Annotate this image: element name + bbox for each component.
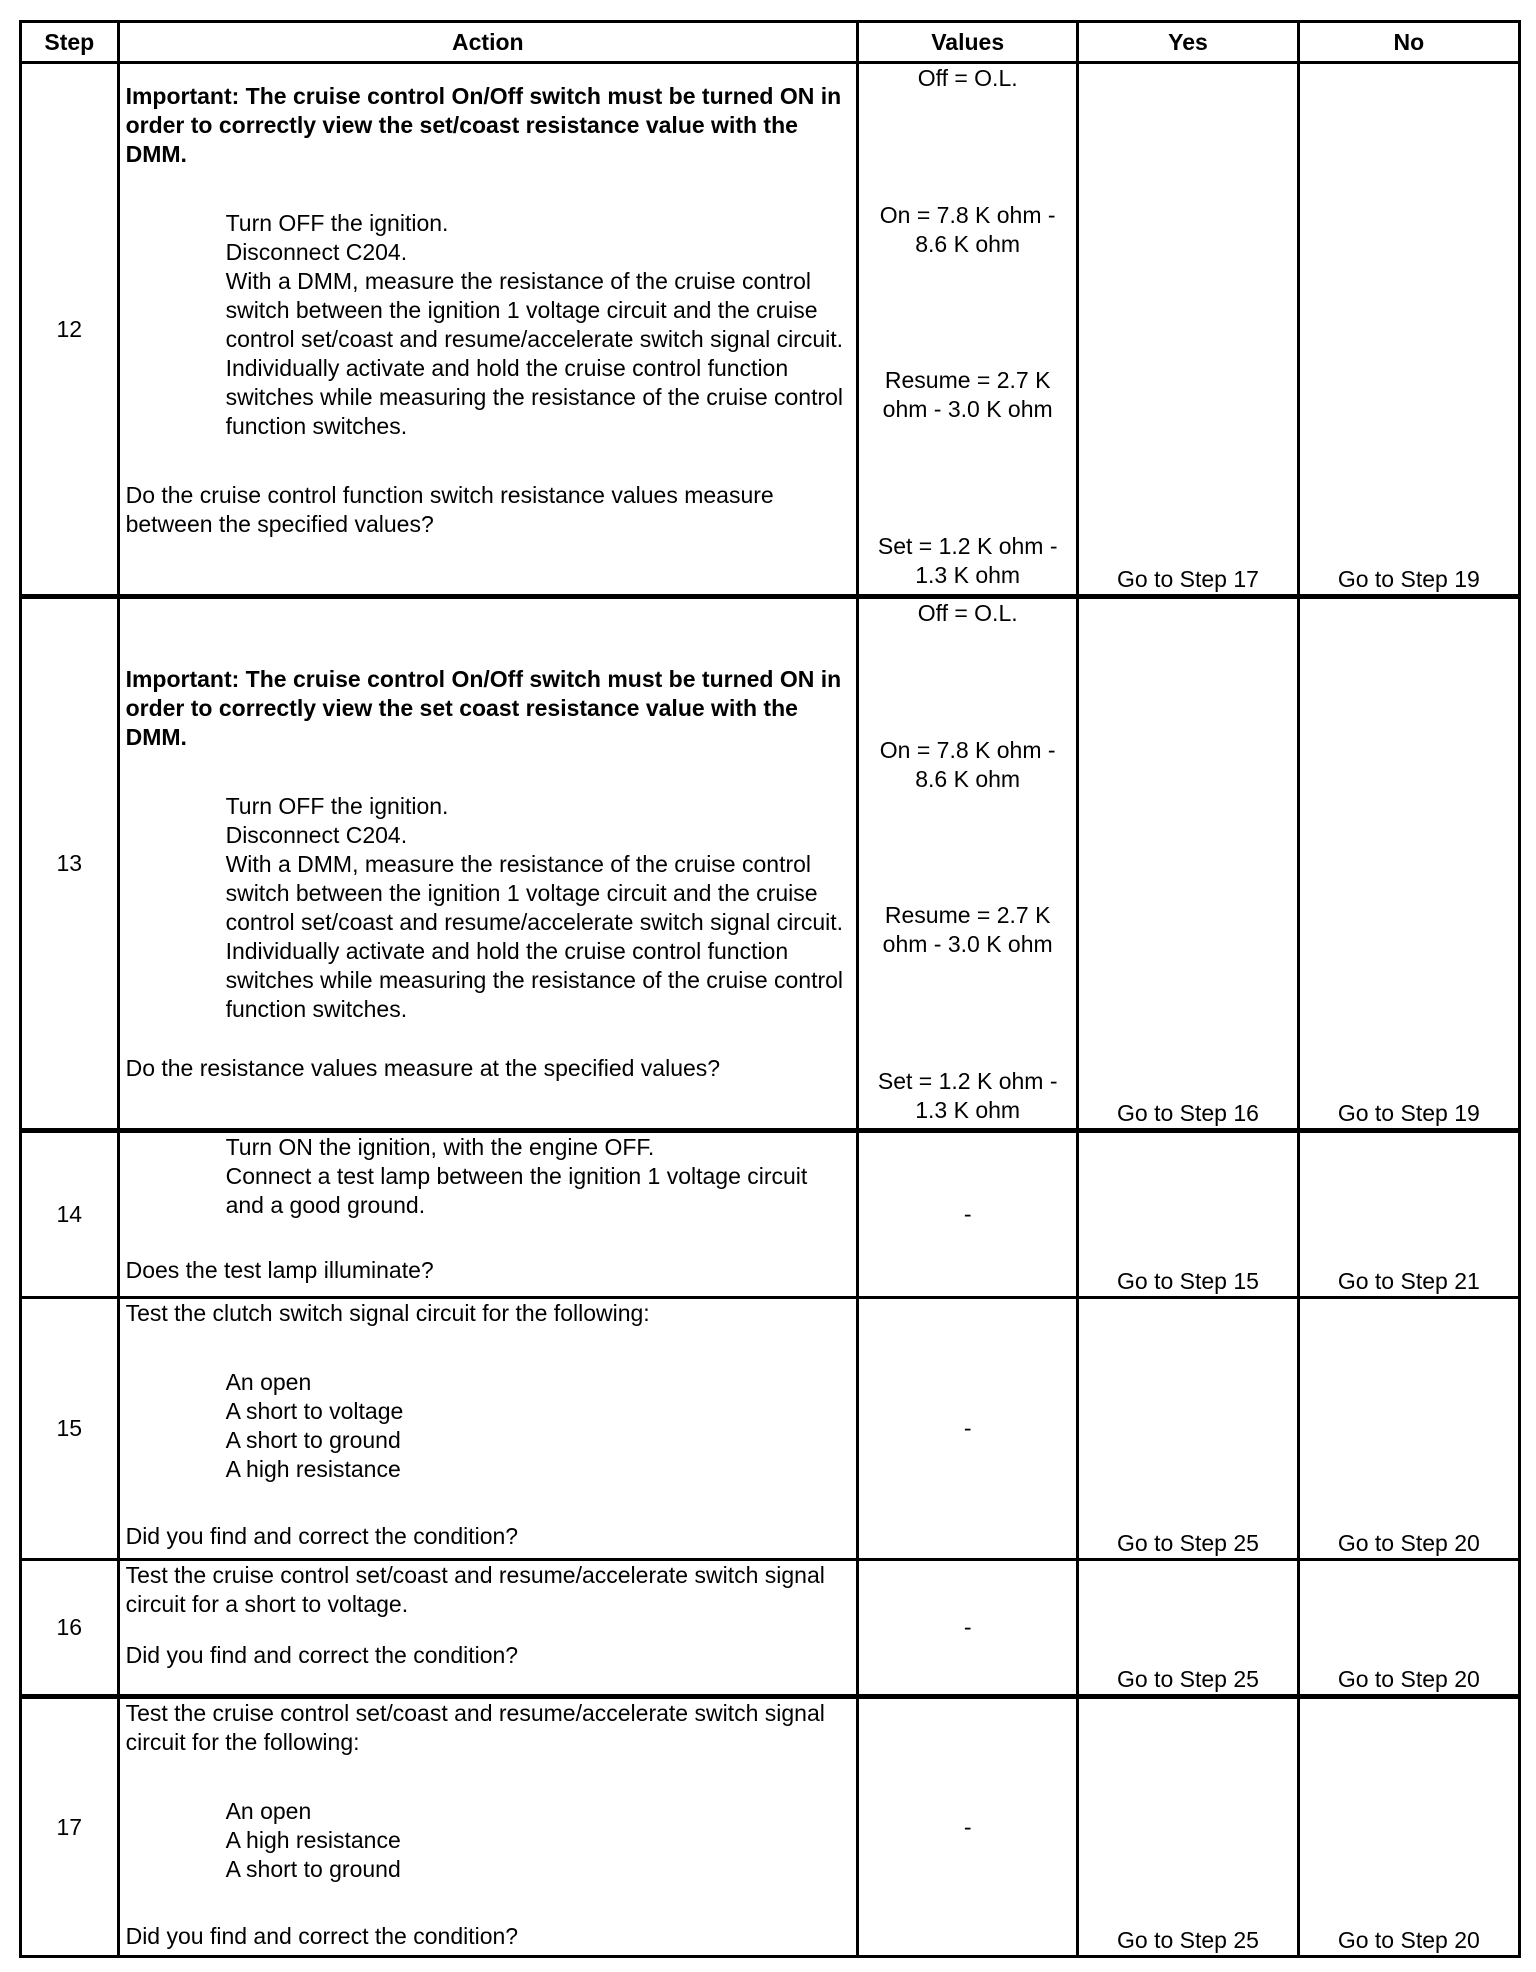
table-row bbox=[21, 63, 1520, 597]
table-row bbox=[21, 1131, 1520, 1298]
action-cell bbox=[118, 597, 857, 1131]
question: Does the test lamp illuminate? bbox=[125, 1257, 434, 1283]
value-resume: Resume = 2.7 K ohm - 3.0 K ohm bbox=[882, 902, 1053, 958]
action-line: Turn OFF the ignition. bbox=[225, 210, 449, 236]
values-cell: - bbox=[858, 1131, 1078, 1298]
table-row bbox=[21, 1560, 1520, 1697]
value-off: Off = O.L. bbox=[917, 600, 1018, 626]
yes-cell: Go to Step 17 bbox=[1078, 63, 1298, 597]
value-on: On = 7.8 K ohm - 8.6 K ohm bbox=[879, 736, 1056, 792]
question: Did you find and correct the condition? bbox=[125, 1642, 519, 1668]
values-cell bbox=[858, 597, 1078, 1131]
action-line: A high resistance bbox=[225, 1827, 401, 1853]
values-cell: - bbox=[858, 1298, 1078, 1560]
step-number: 14 bbox=[21, 1131, 119, 1298]
table-row bbox=[21, 1697, 1520, 1957]
question: Do the cruise control function switch resistance values measure between the specified values? bbox=[125, 482, 774, 537]
action-line: Connect a test lamp between the ignition 1 voltage circuit and a good ground. bbox=[225, 1163, 808, 1218]
table-row bbox=[21, 1298, 1520, 1560]
action-line: An open bbox=[225, 1369, 312, 1395]
step-number: 13 bbox=[21, 597, 119, 1131]
action-cell bbox=[118, 1560, 857, 1697]
header-values: Values bbox=[858, 22, 1078, 63]
values-cell bbox=[858, 63, 1078, 597]
action-line: A short to voltage bbox=[225, 1398, 404, 1424]
yes-cell: Go to Step 16 bbox=[1078, 597, 1298, 1131]
step-number: 16 bbox=[21, 1560, 119, 1697]
no-cell: Go to Step 19 bbox=[1298, 597, 1519, 1131]
action-line: An open bbox=[225, 1798, 312, 1824]
value-on: On = 7.8 K ohm - 8.6 K ohm bbox=[879, 201, 1056, 257]
action-line: Individually activate and hold the cruise control function switches while measuring the resistance of the cruise control function switches. bbox=[225, 355, 844, 439]
action-line: With a DMM, measure the resistance of the cruise control switch between the ignition 1 voltage circuit and the cruise control set/coast and resume/accelerate switch signal circuit. bbox=[225, 268, 844, 352]
header-yes: Yes bbox=[1078, 22, 1298, 63]
header-action: Action bbox=[118, 22, 857, 63]
table-row bbox=[21, 597, 1520, 1131]
no-cell: Go to Step 21 bbox=[1298, 1131, 1519, 1298]
action-intro: Test the cruise control set/coast and resume/accelerate switch signal circuit for a short to voltage. bbox=[125, 1562, 825, 1617]
action-line: Disconnect C204. bbox=[225, 822, 408, 848]
values-cell: - bbox=[858, 1697, 1078, 1957]
action-line: Individually activate and hold the cruise control function switches while measuring the resistance of the cruise control function switches. bbox=[225, 938, 844, 1022]
value-set: Set = 1.2 K ohm - 1.3 K ohm bbox=[877, 532, 1058, 588]
action-line: A short to ground bbox=[225, 1856, 401, 1882]
header-no: No bbox=[1298, 22, 1519, 63]
value-off: Off = O.L. bbox=[917, 65, 1018, 91]
yes-cell: Go to Step 25 bbox=[1078, 1560, 1298, 1697]
action-line: Turn OFF the ignition. bbox=[225, 793, 449, 819]
no-cell: Go to Step 19 bbox=[1298, 63, 1519, 597]
yes-cell: Go to Step 15 bbox=[1078, 1131, 1298, 1298]
yes-cell: Go to Step 25 bbox=[1078, 1298, 1298, 1560]
no-cell: Go to Step 20 bbox=[1298, 1560, 1519, 1697]
action-line: With a DMM, measure the resistance of the cruise control switch between the ignition 1 voltage circuit and the cruise control set/coast and resume/accelerate switch signal circuit. bbox=[225, 851, 844, 935]
header-row bbox=[21, 22, 1520, 63]
no-cell: Go to Step 20 bbox=[1298, 1298, 1519, 1560]
action-cell bbox=[118, 1131, 857, 1298]
action-cell bbox=[118, 1697, 857, 1957]
step-number: 12 bbox=[21, 63, 119, 597]
no-cell: Go to Step 20 bbox=[1298, 1697, 1519, 1957]
step-number: 17 bbox=[21, 1697, 119, 1957]
action-line: Turn ON the ignition, with the engine OFF. bbox=[225, 1134, 655, 1160]
action-line: A high resistance bbox=[225, 1456, 401, 1482]
step-number: 15 bbox=[21, 1298, 119, 1560]
action-intro: Test the clutch switch signal circuit for the following: bbox=[125, 1300, 650, 1326]
value-set: Set = 1.2 K ohm - 1.3 K ohm bbox=[877, 1067, 1058, 1123]
action-intro: Test the cruise control set/coast and resume/accelerate switch signal circuit for the following: bbox=[125, 1700, 825, 1755]
value-resume: Resume = 2.7 K ohm - 3.0 K ohm bbox=[882, 367, 1053, 423]
yes-cell: Go to Step 25 bbox=[1078, 1697, 1298, 1957]
important-note: Important: The cruise control On/Off switch must be turned ON in order to correctly view the set coast resistance value with the DMM. bbox=[125, 666, 842, 750]
action-cell bbox=[118, 1298, 857, 1560]
values-cell: - bbox=[858, 1560, 1078, 1697]
action-line: Disconnect C204. bbox=[225, 239, 408, 265]
question: Did you find and correct the condition? bbox=[125, 1923, 519, 1949]
question: Do the resistance values measure at the specified values? bbox=[125, 1055, 721, 1081]
diagnostic-table bbox=[19, 20, 1521, 1958]
action-cell bbox=[118, 63, 857, 597]
header-step: Step bbox=[21, 22, 119, 63]
question: Did you find and correct the condition? bbox=[125, 1523, 519, 1549]
important-note: Important: The cruise control On/Off switch must be turned ON in order to correctly view the set/coast resistance value with the DMM. bbox=[125, 83, 842, 167]
action-line: A short to ground bbox=[225, 1427, 401, 1453]
